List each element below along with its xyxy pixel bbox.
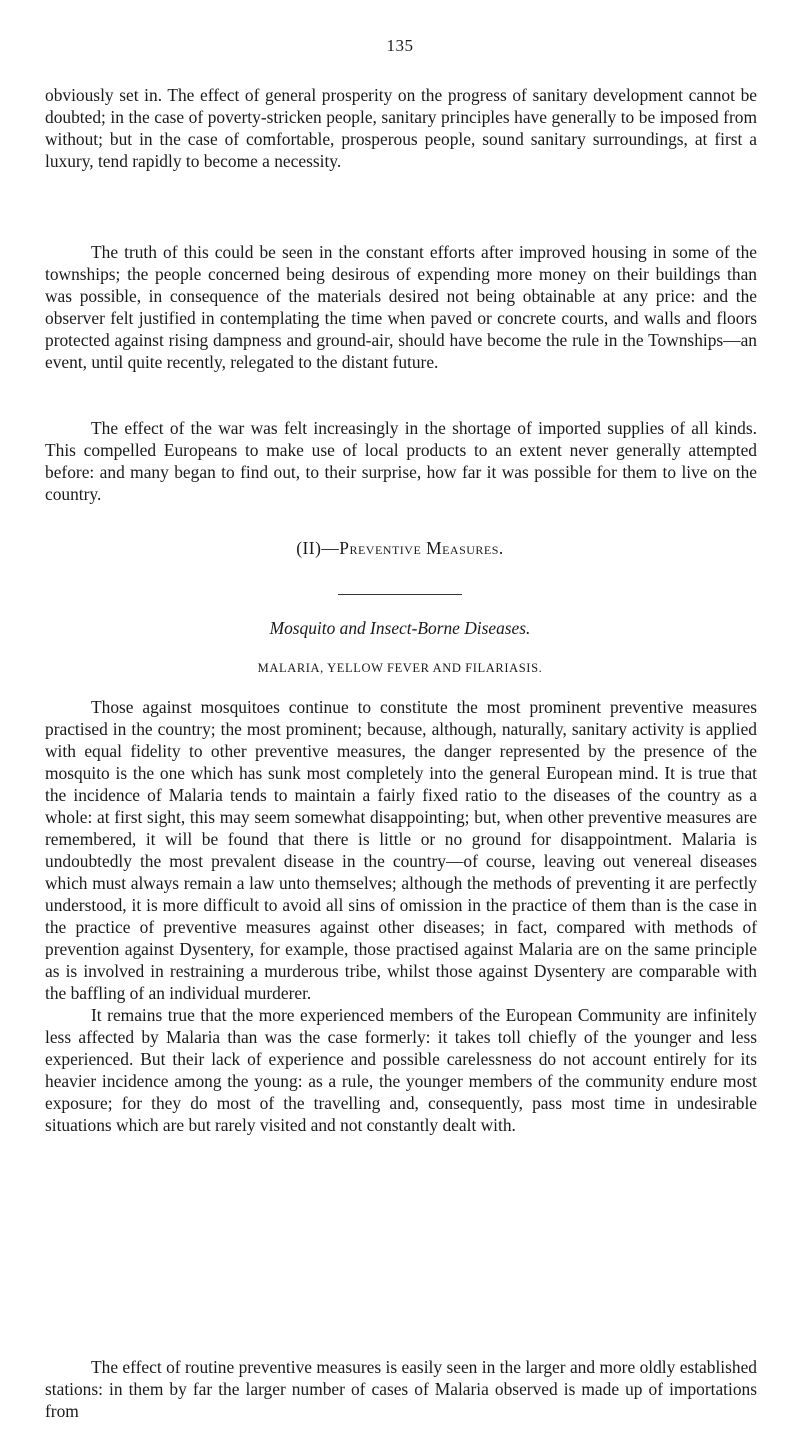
section-number: (II)—	[296, 538, 340, 558]
subsection-heading: Mosquito and Insect-Borne Diseases.	[269, 618, 531, 638]
paragraph-6-text: The effect of routine preventive measures is easily seen in the larger and more oldly established stations: in them by far the larger number of cases of Malaria observed is made up of importations from	[45, 1357, 757, 1421]
paragraph-6	[45, 1356, 757, 1422]
paragraph-4	[45, 696, 757, 1004]
paragraph-2-text: The truth of this could be seen in the constant efforts after improved housing in some of the townships; the people concerned being desirous of expending more money on their buildings than was possible, in consequence of the materials desired not being obtainable at any price: and the observer felt justified in contemplating the time when paved or concrete courts, and walls and floors protected against rising dampness and ground-air, should have become the rule in the Townships—an event, until quite recently, relegated to the distant future.	[45, 242, 757, 372]
paragraph-5-text: It remains true that the more experienced members of the European Community are infinitely less affected by Malaria than was the case formerly: it takes toll chiefly of the younger and less experienced. But their lack of experience and possible carelessness do not account entirely for its heavier incidence among the young: as a rule, the younger members of the community endure most exposure; for they do most of the travelling and, consequently, pass most time in undesirable situations which are but rarely visited and not constantly dealt with.	[45, 1005, 757, 1135]
paragraph-1	[45, 84, 757, 172]
heading-divider	[338, 594, 462, 595]
paragraph-3-text: The effect of the war was felt increasingly in the shortage of imported supplies of all kinds. This compelled Europeans to make use of local products to an extent never generally attempted before: and many began to find out, to their surprise, how far it was possible for them to live on the country.	[45, 418, 757, 504]
page-number: 135	[386, 36, 414, 55]
paragraph-4-text: Those against mosquitoes continue to constitute the most prominent preventive measures practised in the country; the most prominent; because, although, naturally, sanitary activity is applied with equal fidelity to other preventive measures, the danger represented by the presence of the mosquito is the one which has sunk most completely into the general European mind. It is true that the incidence of Malaria tends to maintain a fairly fixed ratio to the diseases of the country as a whole: at first sight, this may seem somewhat disappointing; but, when other preventive measures are remembered, it will be found that there is little or no ground for disappointment. Malaria is undoubtedly the most prevalent disease in the country—of course, leaving out venereal diseases which must always remain a law unto themselves; although the methods of preventing it are perfectly understood, it is more difficult to avoid all sins of omission in the practice of them than is the case in the practice of preventive measures against other diseases; in fact, compared with methods of prevention against Dysentery, for example, those practised against Malaria are on the same principle as is involved in restraining a murderous tribe, whilst those against Dysentery are comparable with the baffling of an individual murderer.	[45, 697, 757, 1003]
section-heading	[0, 538, 800, 559]
paragraph-1-text: obviously set in. The effect of general prosperity on the progress of sanitary development cannot be doubted; in the case of poverty-stricken people, sanitary principles have generally to be imposed from without; but in the case of comfortable, prosperous people, sound sanitary surroundings, at first a luxury, tend rapidly to become a necessity.	[45, 85, 757, 171]
paragraph-5	[45, 1004, 757, 1136]
paragraph-3	[45, 417, 757, 505]
subsection-caps-heading: MALARIA, YELLOW FEVER AND FILARIASIS.	[257, 661, 543, 675]
section-title: Preventive Measures.	[339, 538, 504, 558]
paragraph-2	[45, 241, 757, 373]
